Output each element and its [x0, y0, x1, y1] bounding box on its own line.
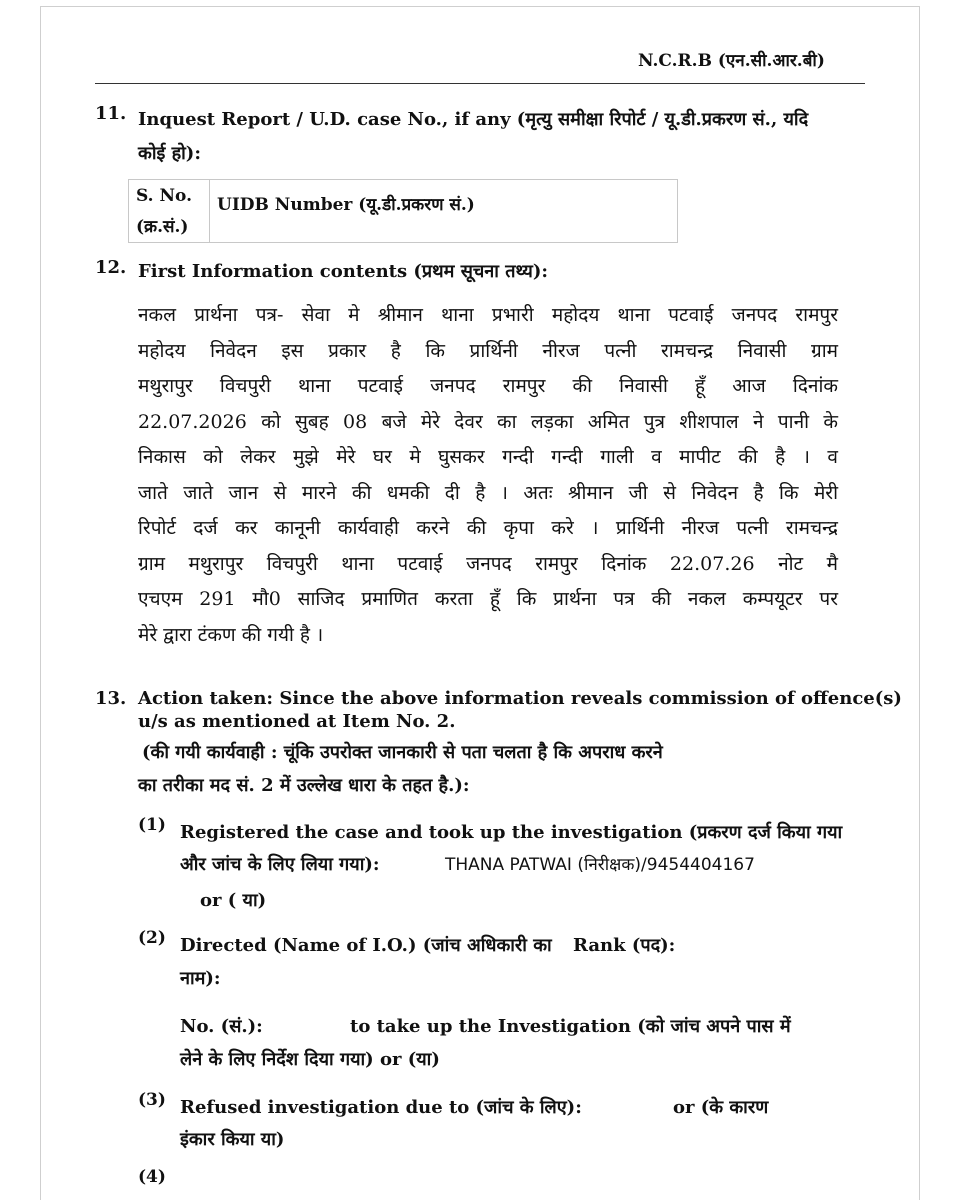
fir-line: जाते जाते जान से मारने की धमकी दी है । अतः श्रीमान जी से निवेदन है कि मेरी	[138, 481, 838, 504]
sub2-line2: नाम):	[180, 968, 221, 989]
item-12-title: First Information contents (प्रथम सूचना तथ्य):	[138, 261, 549, 282]
fir-contents	[138, 298, 838, 653]
ncrb-header: N.C.R.B (एन.सी.आर.बी)	[638, 51, 825, 71]
fir-line: ग्राम मथुरापुर विचपुरी थाना पटवाई जनपद रामपुर दिनांक 22.07.26 नोट मै	[138, 552, 838, 575]
item-12-number: 12.	[95, 257, 127, 278]
item-13-line1: Action taken: Since the above information reveals commission of offence(s)	[138, 688, 902, 709]
uidb-table	[128, 179, 678, 243]
investigating-officer-value: THANA PATWAI (निरीक्षक)/9454404167	[445, 855, 755, 875]
uidb-number-label: UIDB Number (यू.डी.प्रकरण सं.)	[217, 195, 475, 215]
sub2-line4: लेने के लिए निर्देश दिया गया) or (या)	[180, 1049, 440, 1070]
sub4-number: (4)	[138, 1167, 166, 1187]
item-13-line2: u/s as mentioned at Item No. 2.	[138, 711, 456, 732]
sno-label: S. No.	[136, 186, 193, 206]
sub1-line2-label: और जांच के लिए लिया गया):	[180, 854, 380, 875]
header-rule	[95, 83, 865, 84]
fir-line: एचएम 291 मौ0 साजिद प्रमाणित करता हूँ कि प्रार्थना पत्र की नकल कम्पयूटर पर	[138, 588, 838, 610]
sub3-or: or (के कारण	[673, 1097, 769, 1118]
sub2-rank: Rank (पद):	[573, 935, 676, 956]
sub2-line1: Directed (Name of I.O.) (जांच अधिकारी का	[180, 935, 552, 956]
fir-line: मथुरापुर विचपुरी थाना पटवाई जनपद रामपुर की निवासी हूँ आज दिनांक	[138, 375, 838, 397]
fir-line: 22.07.2026 को सुबह 08 बजे मेरे देवर का लड़का अमित पुत्र शीशपाल ने पानी के	[138, 410, 838, 433]
sub3-line1: Refused investigation due to (जांच के लिए):	[180, 1097, 582, 1118]
item-11-line2: कोई हो):	[138, 143, 201, 164]
sub1-line1: Registered the case and took up the investigation (प्रकरण दर्ज किया गया	[180, 822, 843, 843]
fir-line: निकास को लेकर मुझे मेरे घर मे घुसकर गन्दी गन्दी गाली व मापीट की है । व	[138, 446, 838, 468]
item-13-hindi2: का तरीका मद सं. 2 में उल्लेख धारा के तहत है.):	[138, 775, 470, 796]
sub1-number: (1)	[138, 815, 166, 835]
fir-line: नकल प्रार्थना पत्र- सेवा मे श्रीमान थाना प्रभारी महोदय थाना पटवाई जनपद रामपुर	[138, 304, 838, 326]
item-13-number: 13.	[95, 688, 127, 709]
sno-hindi-label: (क्र.सं.)	[136, 217, 189, 237]
sub3-number: (3)	[138, 1090, 166, 1110]
sub2-no-label: No. (सं.):	[180, 1016, 263, 1037]
sub1-or: or ( या)	[200, 890, 267, 911]
item-11-number: 11.	[95, 103, 127, 124]
sub3-line2: इंकार किया या)	[180, 1129, 285, 1150]
fir-line: रिपोर्ट दर्ज कर कानूनी कार्यवाही करने की कृपा करे । प्रार्थिनी नीरज पत्नी रामचन्द्र	[138, 517, 838, 539]
sub2-to-take: to take up the Investigation (को जांच अपने पास में	[350, 1016, 791, 1037]
sub2-number: (2)	[138, 928, 166, 948]
fir-line: महोदय निवेदन इस प्रकार है कि प्रार्थिनी नीरज पत्नी रामचन्द्र निवासी ग्राम	[138, 339, 838, 362]
item-11-line1: Inquest Report / U.D. case No., if any (मृत्यु समीक्षा रिपोर्ट / यू.डी.प्रकरण सं., यदि	[138, 109, 809, 130]
fir-line: मेरे द्वारा टंकण की गयी है ।	[138, 623, 324, 646]
item-13-hindi1: (की गयी कार्यवाही : चूंकि उपरोक्त जानकारी से पता चलता है कि अपराध करने	[142, 742, 663, 763]
